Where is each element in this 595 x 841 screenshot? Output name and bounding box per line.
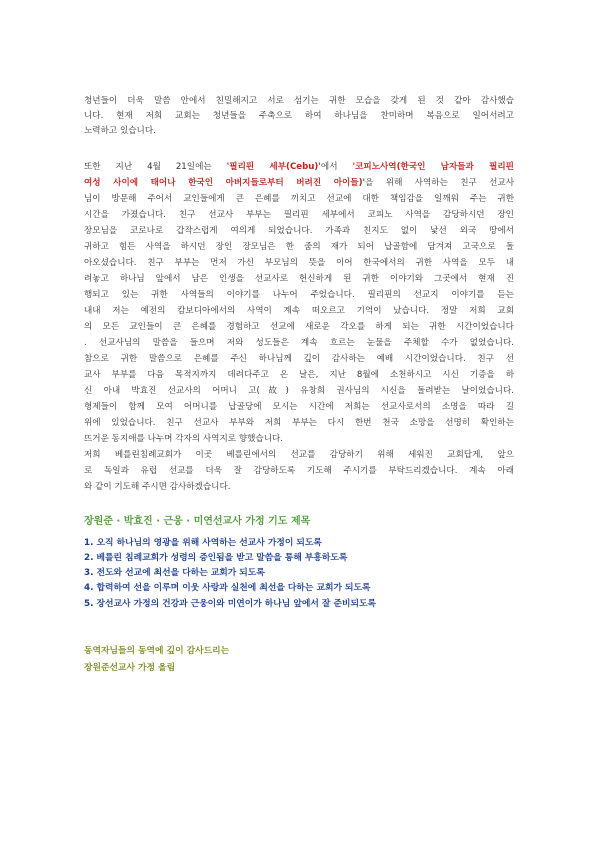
- paragraph-1-line: 청년들이 더욱 말씀 안에서 친밀해지고 서로 섬기는 귀한 모습을 갖게 된 것 같아 감사했습: [84, 96, 514, 106]
- closing-signature: 장원준선교사 가정 올림: [84, 663, 176, 673]
- paragraph-3-line: 와 같이 기도해 주시면 감사하겠습니다.: [84, 482, 231, 492]
- closing-line: 동역자님들의 동역에 깊이 감사드리는: [84, 646, 230, 656]
- prayer-item: 4. 합력하여 선을 이루며 이웃 사랑과 실천에 최선을 다하는 교회가 되도록: [84, 583, 371, 593]
- paragraph-1-line: 노력하고 있습니다.: [84, 126, 156, 136]
- highlight-kopino: '코피노사역(한국인 남자들과 필리핀: [352, 162, 514, 172]
- prayer-item: 1. 오직 하나님의 영광을 위해 사역하는 선교사 가정이 되도록: [84, 538, 322, 548]
- paragraph-2-text: 또한 지난 4월 21일에는: [84, 162, 227, 172]
- paragraph-2-line: 의 모든 교인들이 큰 은혜를 경험하고 선교에 새로운 각오를 하게 되는 귀한 시간이었습니다: [84, 322, 514, 332]
- paragraph-2-line: 행되고 있는 귀한 사역들의 이야기를 나누어 주었습니다. 필리핀의 선교지 이야기를 듣는: [84, 290, 514, 300]
- paragraph-2-line: . 선교사님의 말씀을 들으며 저와 성도들은 계속 흐르는 눈물을 주체할 수가 없었습니다.: [84, 338, 514, 348]
- paragraph-2-line: 장모님을 코로나로 갑작스럽게 여의게 되었습니다. 가족과 친지도 없이 낯선 외국 땅에서: [84, 226, 514, 236]
- paragraph-2-line: 시간을 가졌습니다. 친구 선교사 부부는 필리핀 세부에서 코피노 사역을 감당하시던 장인: [84, 210, 514, 220]
- highlight-cebu: '필리핀 세부(Cebu)': [226, 162, 321, 172]
- paragraph-2-line: 신 아내 박효진 선교사의 어머니 고(故) 유창희 권사님의 시신을 돌려받는 날이었습니다.: [84, 386, 514, 396]
- paragraph-2-line: 참으로 귀한 말씀으로 은혜를 주신 하나님께 깊이 감사하는 예배 시간이었습니다. 친구 선: [84, 354, 514, 364]
- paragraph-2-line: 형제들이 함께 모여 어머니를 납골당에 모시는 시간에 저희는 선교사로서의 소명을 따라 길: [84, 402, 514, 412]
- paragraph-2-line: 님이 방문해 주어서 교인들에게 큰 은혜를 끼치고 선교에 대한 책임감을 일깨워 주는 귀한: [84, 194, 514, 204]
- paragraph-3-line: 저희 베를린침례교회가 이곳 베를린에서의 선교를 감당하기 위해 세워진 교회답게, 앞으: [84, 450, 514, 460]
- paragraph-2-line: 뜨거운 동지애를 나누며 각자의 사역지로 향했습니다.: [84, 434, 284, 444]
- paragraph-2-line: 려놓고 하나님 앞에서 남은 인생을 선교사로 헌신하게 된 귀한 이야기와 그곳에서 현재 진: [84, 274, 514, 284]
- paragraph-2-line: [84, 178, 514, 189]
- paragraph-2-text: 에서: [320, 162, 353, 172]
- paragraph-2-line: 아오셨습니다. 친구 부부는 먼저 가신 부모님의 뜻을 이어 한국에서의 귀한 사역을 모두 내: [84, 258, 514, 268]
- prayer-item: 3. 전도와 선교에 최선을 다하는 교회가 되도록: [84, 568, 265, 578]
- paragraph-2-line: 내내 저는 예전의 캄보디아에서의 사역이 계속 떠오르고 기억이 났습니다. 정말 저희 교회: [84, 306, 514, 316]
- paragraph-1-line: 니다. 현재 저희 교회는 청년들을 주축으로 하여 하나님을 찬미하며 복음으로 일어서려고: [84, 111, 514, 121]
- highlight-kopino-cont: 여성 사이에 태어나 한국인 아버지들로부터 버려진 아이들)': [84, 178, 366, 188]
- paragraph-2-line: 귀하고 힘든 사역을 하시던 장인 장모님은 한 줌의 재가 되어 납골함에 담겨져 고국으로 돌: [84, 242, 514, 252]
- paragraph-2-text: 을 위해 사역하는 친구 선교사: [365, 178, 514, 188]
- paragraph-2-line: 위에 있었습니다. 친구 선교사 부부와 저희 부부는 다시 한번 천국 소망을 선명히 확인하는: [84, 418, 514, 428]
- prayer-item: 5. 장선교사 가정의 건강과 근웅이와 미연이가 하나님 앞에서 잘 준비되도록: [84, 599, 376, 609]
- prayer-title: 장원준 · 박효진 · 근웅 · 미연선교사 가정 기도 제목: [84, 516, 311, 527]
- paragraph-2-line: [84, 162, 514, 173]
- paragraph-2-line: 교사 부부를 다음 목적지까지 데려다주고 온 날은, 지난 8월에 소천하시고 시신 기증을 하: [84, 370, 514, 380]
- prayer-item: 2. 베를린 침례교회가 성령의 증인됨을 받고 말씀을 통해 부흥하도록: [84, 553, 348, 563]
- paragraph-3-line: 로 독일과 유럽 선교를 더욱 잘 감당하도록 기도해 주시기를 부탁드리겠습니다. 계속 아래: [84, 466, 514, 476]
